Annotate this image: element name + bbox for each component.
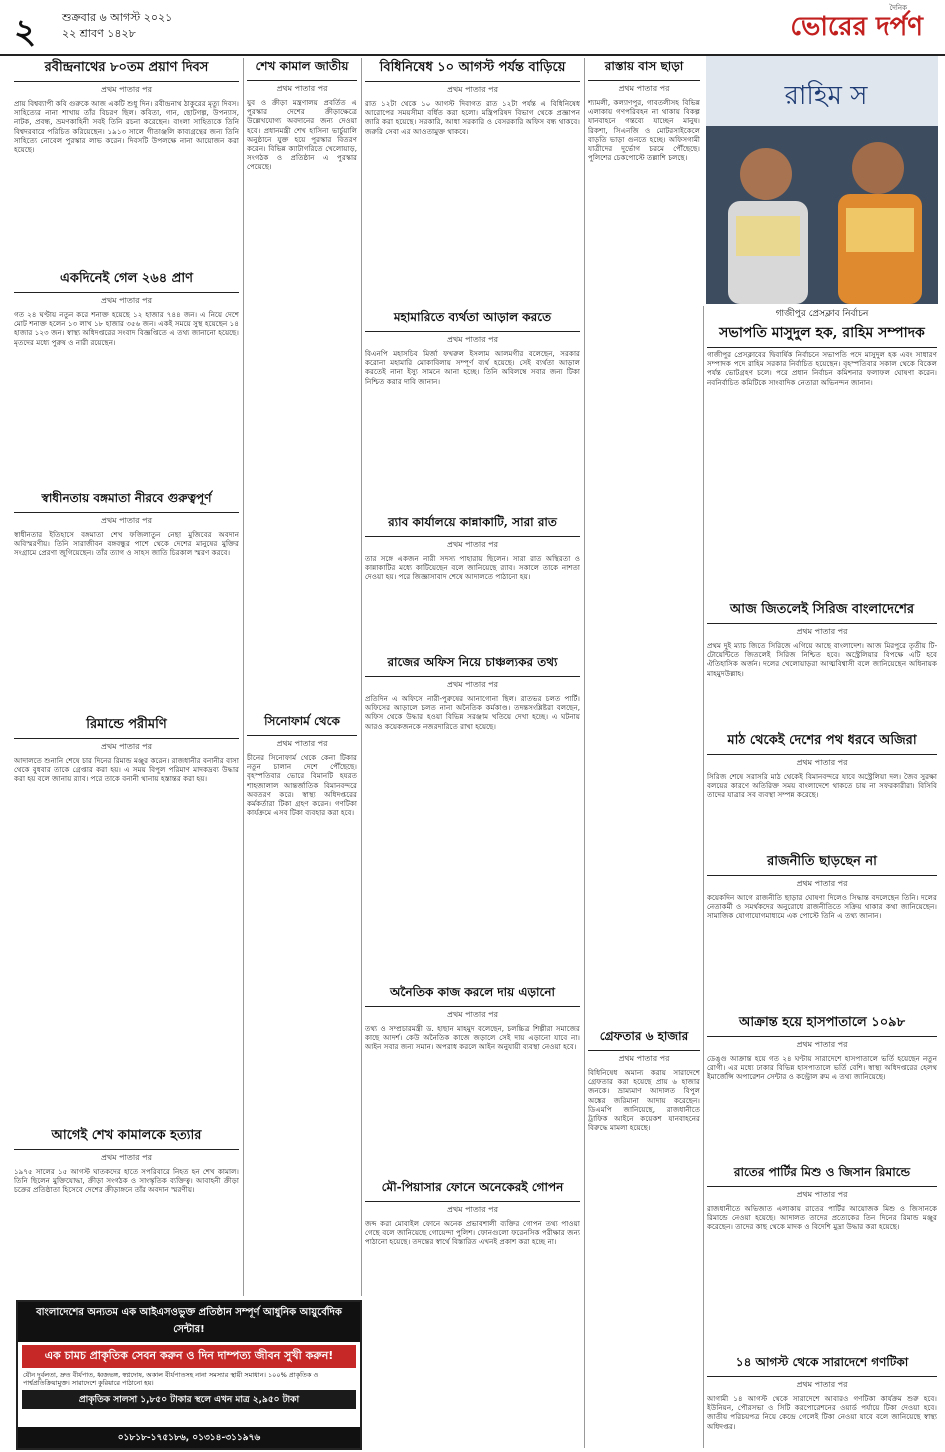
masthead-logo: ভোরের দর্পণ <box>790 12 923 42</box>
article-deaths <box>14 269 239 490</box>
headline: রাতের পার্টির মিশু ও জিসান রিমান্ডে <box>707 1164 937 1187</box>
byline: প্রথম পাতার পর <box>101 85 152 94</box>
column-divider <box>243 58 244 1296</box>
byline: প্রথম পাতার পর <box>796 1190 848 1199</box>
article-body: স্বাধীনতার ইতিহাসে বঙ্গমাতা শেখ ফজিলাতুন নেছা মুজিবের অবদান অবিস্মরণীয়। তিনি সারাজীবন বঙ্গবন্ধুর পাশে থেকে দেশের মানুষের মুক্তির সংগ্রামে প্রেরণা জুগিয়েছেন। তাঁর ত্যাগ ও সাহস জাতি চিরকাল স্মরণ করবে। <box>14 530 239 558</box>
article-mass-vaccination <box>707 1354 937 1446</box>
article-body: প্রতিদিন এ অফিসে নারী-পুরুষের আনাগোনা ছিল। রাতভর চলত পার্টি। অফিসের আড়ালে চলত নানা অনৈতিক কর্মকাণ্ড। তদন্তসংশ্লিষ্টরা বলছেন, অফিস থেকে উদ্ধার হওয়া বিভিন্ন সরঞ্জাম খতিয়ে দেখা হচ্ছে। এ ঘটনায় আরও কয়েকজনকে নজরদারিতে রাখা হয়েছে। <box>365 694 580 731</box>
headline: সভাপতি মাসুদুল হক, রাহিম সম্পাদক <box>707 321 937 348</box>
article-body: তথ্য ও সম্প্রচারমন্ত্রী ড. হাছান মাহমুদ বলেছেন, চলচ্চিত্র শিল্পীরা সমাজের কাছে আদর্শ। কেউ অনৈতিক কাজে জড়ালে সেই দায় এড়ানো যাবে না। আইন সবার জন্য সমান। অপরাধ করলে আইন অনুযায়ী ব্যবস্থা নেওয়া হবে। <box>365 1024 580 1052</box>
page-header <box>0 0 945 56</box>
ad-contact: ০১৮১৮-১৭৫১৮৬, ০১৩১৪-৩১১৯৭৬ <box>18 1427 360 1448</box>
kicker: গাজীপুর প্রেসক্লাব নির্বাচন <box>775 309 869 319</box>
headline: মাঠ থেকেই দেশের পথ ধরবে অজিরা <box>707 731 937 755</box>
article-aussies <box>707 731 937 852</box>
ad-headline: বাংলাদেশের অন্যতম এক আইএসওভুক্ত প্রতিষ্ঠান সম্পূর্ণ আধুনিক আয়ুর্বেদিক সেন্টার! <box>18 1302 360 1342</box>
headline: র‌্যাব কার্যালয়ে কান্নাকাটি, সারা রাত <box>365 514 580 537</box>
article-rabindranath <box>14 58 239 269</box>
headline: মহামারিতে ব্যর্থতা আড়াল করতে <box>365 309 580 332</box>
article-body: আদালতে শুনানি শেষে চার দিনের রিমান্ড মঞ্জুর করেন। রাজধানীর বনানীর বাসা থেকে বুধবার তাকে গ্রেপ্তার করা হয়। এ সময় বিপুল পরিমাণ মাদকদ্রব্য উদ্ধার করা হয় বলে জানায় র‍্যাব। পরে তাকে বনানী থানায় হস্তান্তর করা হয়। <box>14 756 239 784</box>
article-sinopharm <box>247 713 357 1293</box>
headline: রাজনীতি ছাড়ছেন না <box>707 852 937 876</box>
headline: সিনোফার্ম থেকে <box>247 713 357 736</box>
article-politics <box>707 852 937 1013</box>
photo-image <box>706 56 938 304</box>
article-porimoni <box>14 715 239 1126</box>
article-unethical <box>365 984 580 1179</box>
byline: প্রথম পাতার পর <box>447 1010 498 1019</box>
headline: রাজের অফিস নিয়ে চাঞ্চল্যকর তথ্য <box>365 654 580 677</box>
article-body: আগামী ১৪ আগস্ট থেকে সারাদেশে আবারও গণটিকা কার্যক্রম শুরু হবে। ইউনিয়ন, পৌরসভা ও সিটি করপোরেশনের ওয়ার্ড পর্যায়ে টিকা দেওয়া হবে। জাতীয় পরিচয়পত্র নিয়ে কেন্দ্রে গেলেই টিকা নেওয়া যাবে বলে জানিয়েছে স্বাস্থ্য অধিদপ্তর। <box>707 1394 937 1431</box>
byline: প্রথম পাতার পর <box>101 296 152 305</box>
ad-highlight: এক চামচ প্রাকৃতিক সেবন করুন ও দিন দাম্পত্য জীবন সুখী করুন! <box>22 1345 356 1368</box>
article-body: রাত ১২টা থেকে ১০ আগস্ট দিবাগত রাত ১২টা পর্যন্ত এ বিধিনিষেধ আরোপের সময়সীমা বর্ধিত করা হলো। মন্ত্রিপরিষদ বিভাগ থেকে প্রজ্ঞাপন জারি করা হয়েছে। সরকারি, আধা সরকারি ও বেসরকারি অফিস বন্ধ থাকবে। জরুরি সেবা এর আওতামুক্ত থাকবে। <box>365 99 580 136</box>
article-party-remand <box>707 1164 937 1354</box>
article-body: যুব ও ক্রীড়া মন্ত্রণালয় প্রবর্তিত এ পুরস্কার দেশের ক্রীড়াক্ষেত্রে উল্লেখযোগ্য অবদানের জন্য দেওয়া হবে। প্রধানমন্ত্রী শেখ হাসিনা ভার্চুয়ালি অনুষ্ঠানে যুক্ত হয়ে পুরস্কার বিতরণ করেন। বিভিন্ন ক্যাটাগরিতে খেলোয়াড়, সংগঠক ও প্রতিষ্ঠান এ পুরস্কার পেয়েছে। <box>247 98 357 172</box>
article-body: তার সঙ্গে একজন নারী সদস্য পাহারায় ছিলেন। সারা রাত অস্থিরতা ও কান্নাকাটির মধ্যে কাটিয়েছেন বলে জানিয়েছে র‍্যাব। সকালে তাকে নাশতা দেওয়া হয়। পরে জিজ্ঞাসাবাদ শেষে আদালতে পাঠানো হয়। <box>365 554 580 582</box>
article-cricket-series <box>707 600 937 731</box>
article-body: বিধিনিষেধ অমান্য করায় সারাদেশে গ্রেফতার করা হয়েছে প্রায় ৬ হাজার জনকে। ভ্রাম্যমাণ আদালত বিপুল অঙ্কের জরিমানা আদায় করেছেন। ডিএমপি জানিয়েছে, রাজধানীতে ট্রাফিক আইনে কয়েকশ যানবাহনের বিরুদ্ধে মামলা হয়েছে। <box>588 1068 700 1133</box>
column-4 <box>588 58 700 1448</box>
article-body: জব্দ করা মোবাইল ফোনে অনেক প্রভাবশালী ব্যক্তির গোপন তথ্য পাওয়া গেছে বলে জানিয়েছে গোয়েন্দা পুলিশ। ফোনগুলো ফরেনসিক পরীক্ষার জন্য পাঠানো হয়েছে। তদন্তের স্বার্থে বিস্তারিত এখনই প্রকাশ করা হচ্ছে না। <box>365 1219 580 1247</box>
article-body: শ্যামলী, কল্যাণপুর, গাবতলীসহ বিভিন্ন এলাকায় গণপরিবহন না থাকায় বিকল্প যানবাহনে গন্তব্যে যাচ্ছেন মানুষ। রিকশা, সিএনজি ও মোটরসাইকেলে বাড়তি ভাড়া গুনতে হচ্ছে। অফিসগামী যাত্রীদের দুর্ভোগ চরমে পৌঁছেছে। পুলিশের চেকপোস্টে তল্লাশি চলছে। <box>588 98 700 163</box>
headline: শেখ কামাল জাতীয় <box>247 58 357 81</box>
article-body: গত ২৪ ঘণ্টায় নতুন করে শনাক্ত হয়েছে ১২ হাজার ৭৪৪ জন। এ নিয়ে দেশে মোট শনাক্ত হলেন ১৩ লাখ ১৮ হাজার ৩৫৬ জন। একই সময়ে সুস্থ হয়েছেন ১৪ হাজার ১২৩ জন। স্বাস্থ্য অধিদপ্তরের সংবাদ বিজ্ঞপ্তিতে এ তথ্য জানানো হয়েছে। মৃতদের মধ্যে পুরুষ ও নারী রয়েছেন। <box>14 310 239 347</box>
article-dengue <box>707 1013 937 1164</box>
article-raj-office <box>365 654 580 984</box>
article-body: ১৯৭৫ সালের ১৫ আগস্ট ঘাতকদের হাতে সপরিবারে নিহত হন শেখ কামাল। তিনি ছিলেন মুক্তিযোদ্ধা, ক্রীড়া সংগঠক ও সাংস্কৃতিক ব্যক্তিত্ব। আবাহনী ক্রীড়া চক্রের প্রতিষ্ঠাতা হিসেবে দেশের ক্রীড়াঙ্গনে তাঁর অবদান স্মরণীয়। <box>14 1167 239 1195</box>
byline: প্রথম পাতার পর <box>447 540 498 549</box>
byline: প্রথম পাতার পর <box>796 1380 848 1389</box>
byline: প্রথম পাতার পর <box>101 1153 152 1162</box>
headline: অনৈতিক কাজ করলে দায় এড়ানো <box>365 984 580 1007</box>
column-divider <box>584 58 585 1448</box>
byline: প্রথম পাতার পর <box>276 84 328 93</box>
byline: প্রথম পাতার পর <box>618 1054 670 1063</box>
article-pandemic-failure <box>365 309 580 514</box>
byline: প্রথম পাতার পর <box>447 85 498 94</box>
article-body: রাজধানীতে অভিজাত এলাকায় রাতের পার্টির আয়োজক মিশু ও জিসানকে রিমান্ডে নেওয়া হয়েছে। আদালত তাদের প্রত্যেকের তিন দিনের রিমান্ড মঞ্জুর করেছেন। তাদের কাছ থেকে মাদক ও বিদেশি মুদ্রা উদ্ধার করা হয়েছে। <box>707 1204 937 1232</box>
article-arrests <box>588 1028 700 1448</box>
headline: বিধিনিষেধ ১০ আগস্ট পর্যন্ত বাড়িয়ে <box>365 58 580 82</box>
headline: স্বাধীনতায় বঙ্গমাতা নীরবে গুরুত্বপূর্ণ <box>14 490 239 513</box>
headline: আক্রান্ত হয়ে হাসপাতালে ১০৯৮ <box>707 1013 937 1037</box>
headline: গ্রেফতার ৬ হাজার <box>588 1028 700 1051</box>
headline: একদিনেই গেল ২৬৪ প্রাণ <box>14 269 239 293</box>
byline: প্রথম পাতার পর <box>796 879 848 888</box>
page-number: ২ <box>14 12 37 52</box>
date-line <box>62 10 172 42</box>
headline: রিমান্ডে পরীমণি <box>14 715 239 739</box>
date-bengali: ২২ শ্রাবণ ১৪২৮ <box>62 27 136 40</box>
byline: প্রথম পাতার পর <box>618 84 670 93</box>
date-gregorian: শুক্রবার ৬ আগস্ট ২০২১ <box>62 11 173 24</box>
byline: প্রথম পাতার পর <box>447 335 498 344</box>
article-body: প্রায় বিশ্বব্যাপী কবি গুরুকে আজ একটি শুধু দিন। রবীন্দ্রনাথ ঠাকুরের মৃত্যু দিবস। সাহিত্যের নানা শাখায় তাঁর বিচরণ ছিল। কবিতা, গান, ছোটগল্প, উপন্যাস, নাটক, প্রবন্ধ, ভ্রমণকাহিনী সবই তিনি রচনা করেছেন। বাংলা সাহিত্যকে তিনি বিশ্বদরবারে পরিচিত করিয়েছেন। ১৯১৩ সালে গীতাঞ্জলি কাব্যগ্রন্থের জন্য তিনি সাহিত্যে নোবেল পুরস্কার লাভ করেন। দিবসটি উপলক্ষে নানা আয়োজন করা হয়েছে। <box>14 99 239 155</box>
article-sheikh-kamal-murder <box>14 1126 239 1296</box>
byline: প্রথম পাতার পর <box>796 627 848 636</box>
article-body: গাজীপুর প্রেসক্লাবের দ্বিবার্ষিক নির্বাচনে সভাপতি পদে মাসুদুল হক এবং সাধারণ সম্পাদক পদে রাহিম সরকার নির্বাচিত হয়েছেন। বৃহস্পতিবার সকাল থেকে বিকেল পর্যন্ত ভোটগ্রহণ চলে। পরে প্রধান নির্বাচন কমিশনার ফলাফল ঘোষণা করেন। নবনির্বাচিত কমিটিকে সাংবাদিক নেতারা অভিনন্দন জানান। <box>707 350 937 387</box>
headline: ১৪ আগস্ট থেকে সারাদেশে গণটিকা <box>707 1354 937 1377</box>
article-body: বিএনপি মহাসচিব মির্জা ফখরুল ইসলাম আলমগীর বলেছেন, সরকার করোনা মহামারি মোকাবিলায় সম্পূর্ণ ব্যর্থ হয়েছে। সেই ব্যর্থতা আড়াল করতেই নানা ইস্যু সামনে আনা হচ্ছে। তিনি অবিলম্বে সবার জন্য টিকা নিশ্চিত করার দাবি জানান। <box>365 349 580 386</box>
byline: প্রথম পাতার পর <box>447 680 498 689</box>
column-3 <box>365 58 580 1296</box>
headline: রাস্তায় বাস ছাড়া <box>588 58 700 81</box>
article-mou-piyasa <box>365 1179 580 1296</box>
byline: প্রথম পাতার পর <box>276 739 328 748</box>
column-5 <box>707 306 937 1446</box>
byline: প্রথম পাতার পর <box>796 1040 848 1049</box>
press-club-photo <box>706 56 938 304</box>
article-body: প্রথম দুই ম্যাচ জিতে সিরিজে এগিয়ে আছে বাংলাদেশ। আজ মিরপুরে তৃতীয় টি-টোয়েন্টিতে জিতলেই সিরিজ নিশ্চিত হবে। অস্ট্রেলিয়ার বিপক্ষে এটি হবে ঐতিহাসিক অর্জন। দলের খেলোয়াড়রা আত্মবিশ্বাসী বলে জানিয়েছেন অধিনায়ক মাহমুদউল্লাহ। <box>707 641 937 678</box>
column-divider <box>361 58 362 1296</box>
article-rab-office <box>365 514 580 654</box>
byline: প্রথম পাতার পর <box>796 758 848 767</box>
byline: প্রথম পাতার পর <box>447 1205 498 1214</box>
byline: প্রথম পাতার পর <box>101 516 152 525</box>
article-body: ডেঙ্গু আক্রান্ত হয়ে গত ২৪ ঘণ্টায় সারাদেশে হাসপাতালে ভর্তি হয়েছেন নতুন রোগী। এর মধ্যে ঢাকার বিভিন্ন হাসপাতালে ভর্তি বেশি। স্বাস্থ্য অধিদপ্তরের হেলথ ইমার্জেন্সি অপারেশন সেন্টার ও কন্ট্রোল রুম এ তথ্য জানিয়েছে। <box>707 1054 937 1082</box>
masthead-tag: দৈনিক <box>889 4 907 12</box>
article-restrictions <box>365 58 580 309</box>
article-bangamata <box>14 490 239 715</box>
column-1 <box>14 58 239 1296</box>
article-body: সিরিজ শেষে সরাসরি মাঠ থেকেই বিমানবন্দরে যাবে অস্ট্রেলিয়া দল। জৈব সুরক্ষা বলয়ের কারণে অতিরিক্ত সময় বাংলাদেশে থাকতে চায় না সফরকারীরা। বিসিবি তাদের যাত্রার সব ব্যবস্থা সম্পন্ন করেছে। <box>707 772 937 800</box>
ad-body: যৌন দুর্বলতা, দ্রুত বীর্যপাত, ধ্বজভঙ্গ, স্বপ্নদোষ, অকাল বীর্যপাতসহ নানা সমস্যার স্থায়ী সমাধান। ১০০% প্রাকৃতিক ও পার্শ্বপ্রতিক্রিয়ামুক্ত। সারাদেশে কুরিয়ারে পাঠানো হয়। <box>23 1371 319 1387</box>
advertisement <box>16 1300 362 1450</box>
article-sheikh-kamal-award <box>247 58 357 713</box>
headline: আজ জিতলেই সিরিজ বাংলাদেশের <box>707 600 937 624</box>
column-2 <box>247 58 357 1296</box>
column-divider <box>703 306 704 1448</box>
headline: আগেই শেখ কামালকে হত্যার <box>14 1126 239 1150</box>
headline: মৌ-পিয়াসার ফোনে অনেকেরই গোপন <box>365 1179 580 1202</box>
article-body: কয়েকদিন আগে রাজনীতি ছাড়ার ঘোষণা দিলেও সিদ্ধান্ত বদলেছেন তিনি। দলের নেতাকর্মী ও সমর্থকদের অনুরোধে রাজনীতিতে সক্রিয় থাকার কথা জানিয়েছেন। সামাজিক যোগাযোগমাধ্যমে এক পোস্টে তিনি এ তথ্য জানান। <box>707 893 937 921</box>
article-body: চীনের সিনোফার্ম থেকে কেনা টিকার নতুন চালান দেশে পৌঁছেছে। বৃহস্পতিবার ভোরে বিমানটি হযরত শাহজালাল আন্তর্জাতিক বিমানবন্দরে অবতরণ করে। স্বাস্থ্য অধিদপ্তরের কর্মকর্তারা টিকা গ্রহণ করেন। গণটিকা কার্যক্রমে এসব টিকা ব্যবহার করা হবে। <box>247 753 357 818</box>
article-road-transport <box>588 58 700 1028</box>
ad-price: প্রাকৃতিক সালসা ১,৮৫০ টাকার স্থলে এখন মাত্র ২,৯৫০ টাকা <box>22 1390 356 1409</box>
byline: প্রথম পাতার পর <box>101 742 152 751</box>
banner-text: রাহিম স <box>784 81 868 111</box>
article-press-club <box>707 306 937 600</box>
headline: রবীন্দ্রনাথের ৮০তম প্রয়াণ দিবস <box>14 58 239 82</box>
